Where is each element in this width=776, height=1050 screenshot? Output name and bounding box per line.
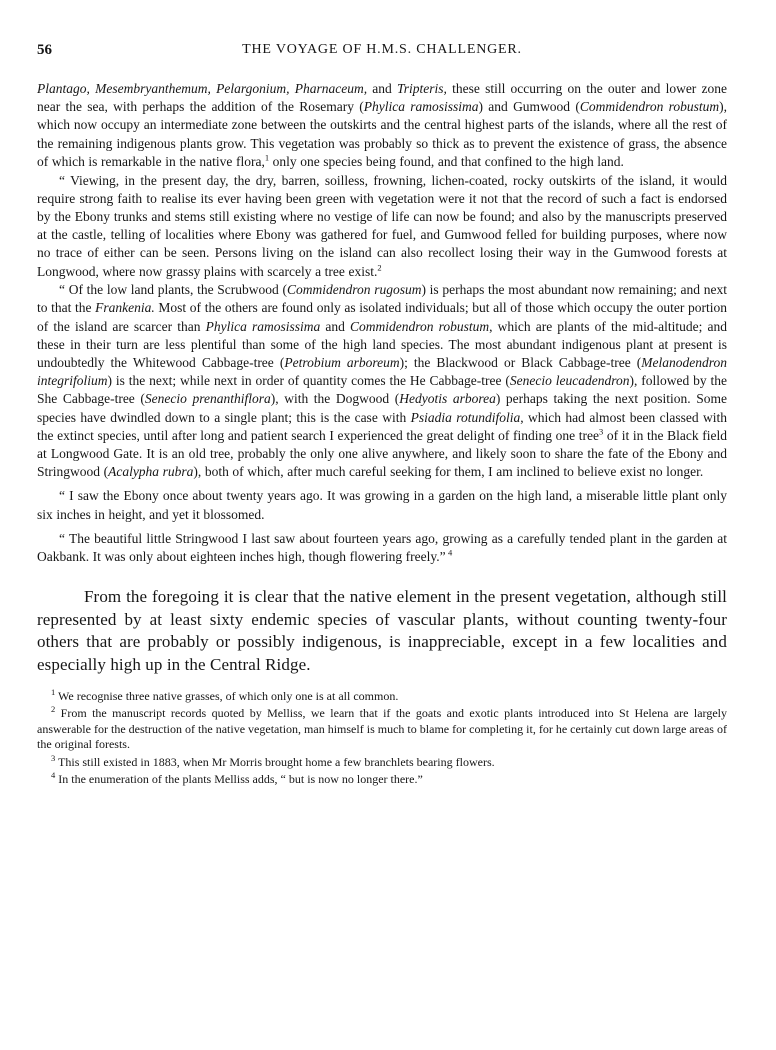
running-title: THE VOYAGE OF H.M.S. CHALLENGER. [242,42,522,57]
text-run: and [320,318,350,334]
footnote-mark: 3 [51,752,56,763]
footnote-ref: 4 [445,547,453,558]
text-run: ), followed by the She Cabbage-tree ( [37,373,728,407]
footnote-text: This still existed in 1883, when Mr Morris brought home a few branchlets bearing flowers. [58,754,495,769]
italic-text: Hedyotis arborea [399,391,496,407]
text-run: ), which now occupy an intermediate zone between the outskirts and the central highest parts of the islands, where all the rest of the remaining indigenous plants grow. This vegetation was probably so thick as to prevent the existence of grass, the absence of which is remarkable in the native flora, [37,99,727,169]
footnote-mark: 4 [51,769,56,780]
text-run: “ I saw the Ebony once about twenty years ago. It was growing in a garden on the high land, a miserable little plant only six inches in height, and yet it blossomed. [37,488,727,522]
page-body [37,80,727,787]
text-run: “ Of the low land plants, the Scrubwood ( [59,282,287,298]
italic-text: Psiadia rotundifolia [410,409,521,425]
text-run: “ The beautiful little Stringwood I last saw about fourteen years ago, growing as a carefully tended plant in the garden at Oakbank. It was only about eighteen inches high, though flowering freely.” [37,530,727,565]
footnote-mark: 2 [51,704,56,715]
text-run: these still occurring on the outer and lower zone near the sea, with perhaps the addition of the Rosemary ( [37,81,727,115]
text-run: only one species being found, and that confined to the high land. [269,153,624,169]
main-paragraph: From the foregoing it is clear that the native element in the present vegetation, although still represented by at least sixty endemic species of vascular plants, without counting twenty-four others that are probably or possibly indigenous, is inappreciable, except in a few localities and especially high up in the Central Ridge. [37,587,727,674]
text-run: , which had almost been classed with the extinct species, until after long and patient search I experienced the great delight of finding one tree [37,409,727,443]
text-run: ), both of which, after much careful seeking for them, I am inclined to believe exist no longer. [193,464,704,480]
italic-text: Senecio leucadendron [509,373,630,389]
text-run: Most of the others are found only as isolated individuals; but all of those which occupy the outer portion of the island are scarcer than [37,300,727,334]
italic-text: Melanodendron integrifolium [37,355,727,389]
footnote-4 [37,769,727,787]
italic-text: Commidendron robustum [579,99,720,115]
footnotes [37,686,727,787]
footnote-gap [37,676,727,689]
text-run: and [367,81,398,96]
page-number: 56 [37,42,52,58]
italic-text: Phylica ramosissima [363,99,479,115]
italic-text: Plantago, Mesembryanthemum, Pelargonium, Pharnaceum, [37,81,368,96]
paragraph-2 [37,172,727,281]
text-run: of it in the Black field at Longwood Gate. It is an old tree, probably the only one alive anywhere, and likely soon to share the fate of the Ebony and Stringwood ( [37,427,727,480]
italic-text: Acalypha rubra [108,464,194,480]
footnote-3 [37,752,727,770]
footnote-ref: 2 [377,262,382,273]
italic-text: Phylica ramosissima [205,318,321,334]
paragraph-3 [37,281,727,481]
text-run: “ Viewing, in the present day, the dry, barren, soilless, frowning, lichen-coated, rocky outskirts of the island, it would require strong faith to realise its ever having been green with vegetation were it not that the record of such a fact is endorsed by the Ebony trunks and stems still existing where no vestige of life can now be found; and also by the manuscripts preserved at the castle, telling of localities where Ebony was gathered for fuel, and Gumwood felled for building purposes, where now no trace of either can be seen. Persons living on the island can also recollect losing their way in the Gumwood forests at Longwood, where now grassy plains with scarcely a tree exist. [37,172,727,279]
footnote-mark: 1 [51,686,56,697]
footnote-text: From the manuscript records quoted by Melliss, we learn that if the goats and exotic plants introduced into St Helena are largely answerable for the destruction of the native vegetation, man himself is much to blame for completing it, for he certainly cut down large areas of the original forests. [37,706,727,752]
italic-text: Tripteris, [397,81,447,96]
paragraph-4 [37,487,727,523]
text-run: ) is perhaps the most abundant now remaining; and next to that the [37,282,727,316]
footnote-text: In the enumeration of the plants Melliss adds, “ but is now no longer there.” [58,771,423,786]
page-header [37,42,727,64]
footnote-text: We recognise three native grasses, of which only one is at all common. [58,688,399,703]
text-run: ) and Gumwood ( [478,99,580,115]
text-run: ) perhaps taking the next position. Some species have dwindled down to a single plant; this is the case with [37,391,727,425]
text-run: ), with the Dogwood ( [270,391,400,407]
footnote-1 [37,686,727,704]
footnote-ref: 1 [264,152,270,163]
text-run: , which are plants of the mid-altitude; and these in their turn are less plentiful than some of the high land species. The most abundant indigenous plant at present is undoubtedly the Whitewood Cabbage-tree ( [37,318,727,371]
italic-text: Frankenia. [95,300,155,316]
italic-text: Commidendron robustum [349,318,490,334]
paragraph-5 [37,530,727,566]
footnote-ref: 3 [599,426,604,437]
italic-text: Petrobium arboreum [284,355,400,371]
italic-text: Commidendron rugosum [286,282,422,298]
paragraph-1 [37,80,727,171]
text-run: ) is the next; while next in order of quantity comes the He Cabbage-tree ( [107,373,510,389]
text-run: ); the Blackwood or Black Cabbage-tree ( [399,355,642,371]
italic-text: Senecio prenanthiflora [144,391,271,407]
footnote-2 [37,706,727,752]
